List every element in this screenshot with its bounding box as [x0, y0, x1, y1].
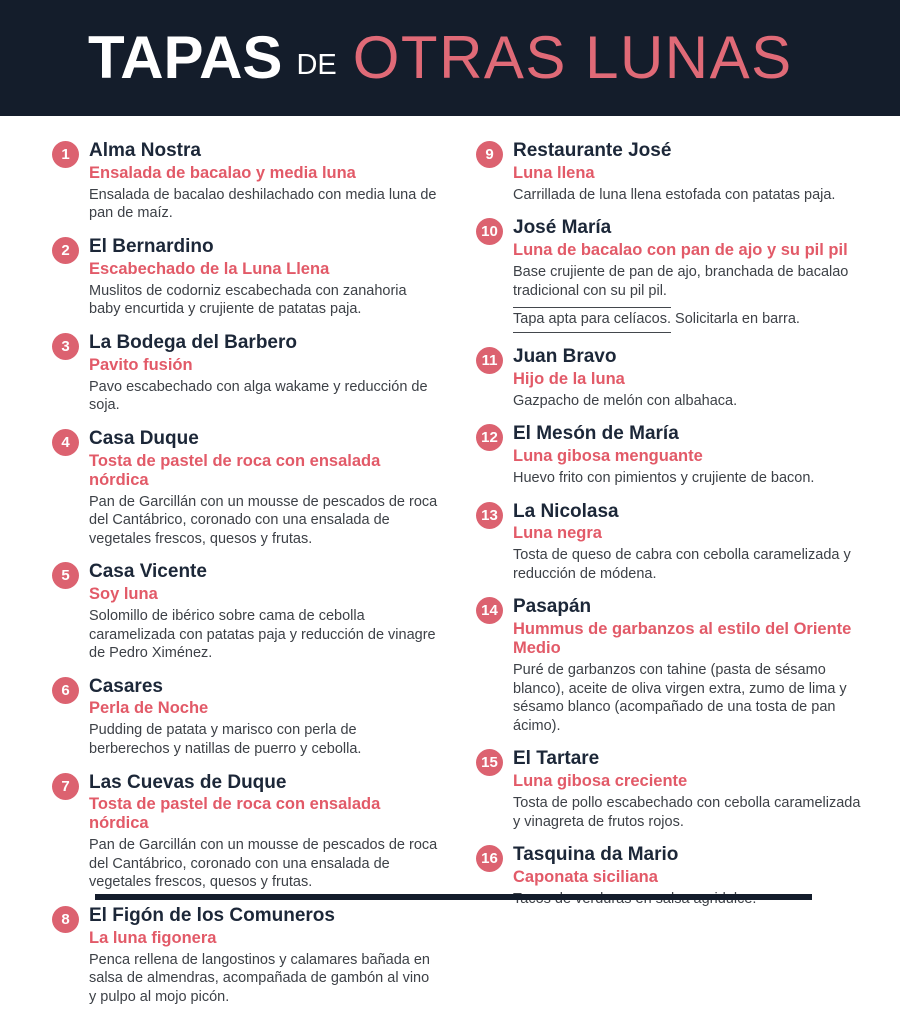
- entry-body: [89, 332, 438, 415]
- menu-entry: [52, 561, 438, 662]
- entry-number-badge: 10: [476, 218, 503, 245]
- entry-body: [89, 236, 438, 319]
- tapa-description: Base crujiente de pan de ajo, branchada de bacalao tradicional con su pil pil.: [513, 264, 849, 299]
- restaurant-name: El Tartare: [513, 748, 600, 770]
- entry-body: [513, 423, 814, 487]
- tapa-name: Ensalada de bacalao y media luna: [89, 163, 356, 182]
- entry-number-badge: 14: [476, 597, 503, 624]
- menu-entry: [52, 428, 438, 548]
- tapa-description: Ensalada de bacalao deshilachado con media luna de pan de maíz.: [89, 186, 437, 222]
- restaurant-name: La Bodega del Barbero: [89, 331, 297, 353]
- entry-number-badge: 12: [476, 424, 503, 451]
- entry-number-badge: 15: [476, 749, 503, 776]
- menu-entry: [476, 748, 862, 831]
- tapa-name: Tosta de pastel de roca con ensalada nórdica: [89, 795, 381, 833]
- tapa-name: Luna negra: [513, 524, 602, 543]
- header: [0, 0, 900, 116]
- menu-entry: [476, 346, 862, 410]
- celiac-note: [513, 307, 862, 333]
- tapa-name: Escabechado de la Luna Llena: [89, 259, 330, 278]
- entry-body: [89, 772, 438, 892]
- menu-entry: [52, 905, 438, 1006]
- menu-column-left: [52, 140, 438, 1019]
- menu-entry: [52, 236, 438, 319]
- menu-entry: [476, 501, 862, 584]
- tapa-description: Pan de Garcillán con un mousse de pescados de roca del Cantábrico, coronado con una ensalada de vegetales frescos, quesos y frutas.: [89, 837, 438, 891]
- tapa-name: Pavito fusión: [89, 355, 193, 374]
- entry-body: [89, 561, 438, 662]
- tapa-name: Luna gibosa menguante: [513, 447, 703, 466]
- tapa-name: Tosta de pastel de roca con ensalada nórdica: [89, 451, 381, 489]
- entry-number-badge: 13: [476, 502, 503, 529]
- tapa-description: Huevo frito con pimientos y crujiente de bacon.: [513, 469, 815, 486]
- entry-number-badge: 8: [52, 906, 79, 933]
- restaurant-name: El Bernardino: [89, 235, 214, 257]
- tapa-name: Soy luna: [89, 584, 158, 603]
- restaurant-name: Alma Nostra: [89, 140, 201, 161]
- menu-entry: [52, 140, 438, 223]
- entry-number-badge: 1: [52, 141, 79, 168]
- entry-body: [89, 676, 438, 759]
- tapa-name: Hummus de garbanzos al estilo del Oriente Medio: [513, 620, 852, 658]
- restaurant-name: Casa Duque: [89, 427, 199, 449]
- menu-column-right: [476, 140, 862, 1019]
- footer-bar: [95, 894, 812, 900]
- restaurant-name: El Figón de los Comuneros: [89, 904, 335, 926]
- tapa-description: Solomillo de ibérico sobre cama de cebolla caramelizada con patatas paja y reducción de vinagre de Pedro Ximénez.: [89, 607, 436, 662]
- tapa-name: Perla de Noche: [89, 699, 209, 718]
- tapa-description: Carrillada de luna llena estofada con patatas paja.: [513, 186, 836, 203]
- tapa-name: Hijo de la luna: [513, 369, 625, 388]
- restaurant-name: Las Cuevas de Duque: [89, 771, 287, 793]
- tapa-description: Pan de Garcillán con un mousse de pescados de roca del Cantábrico, coronado con una ensalada de vegetales frescos, quesos y frutas.: [89, 493, 438, 547]
- tapa-description: Tosta de pollo escabechado con cebolla caramelizada y vinagreta de frutos rojos.: [513, 795, 861, 830]
- entry-number-badge: 16: [476, 845, 503, 872]
- restaurant-name: Casares: [89, 675, 163, 697]
- entry-body: [513, 217, 862, 332]
- tapa-name: Luna de bacalao con pan de ajo y su pil pil: [513, 241, 848, 260]
- entry-number-badge: 2: [52, 237, 79, 264]
- tapa-name: La luna figonera: [89, 928, 217, 947]
- title-de: DE: [296, 48, 337, 81]
- entry-body: [89, 905, 438, 1006]
- entry-body: [89, 428, 438, 548]
- tapa-description: Gazpacho de melón con albahaca.: [513, 392, 738, 409]
- entry-body: [89, 140, 438, 223]
- entry-number-badge: 5: [52, 562, 79, 589]
- title-otras-lunas: OTRAS LUNAS: [352, 24, 793, 91]
- entry-number-badge: 3: [52, 333, 79, 360]
- menu-columns: [0, 116, 900, 1019]
- restaurant-name: José María: [513, 217, 612, 239]
- restaurant-name: El Mesón de María: [513, 423, 679, 445]
- menu-entry: [52, 772, 438, 892]
- entry-body: [513, 596, 862, 735]
- entry-body: [513, 501, 862, 584]
- restaurant-name: Juan Bravo: [513, 345, 617, 367]
- tapa-description: Pudding de patata y marisco con perla de berberechos y natillas de puerro y cebolla.: [89, 722, 362, 757]
- entry-number-badge: 7: [52, 773, 79, 800]
- celiac-note-rest: Solicitarla en barra.: [671, 311, 800, 328]
- tapa-description: Pavo escabechado con alga wakame y reducción de soja.: [89, 378, 428, 414]
- tapa-description: Tosta de queso de cabra con cebolla caramelizada y reducción de módena.: [513, 547, 851, 582]
- menu-entry: [52, 332, 438, 415]
- entry-body: [513, 748, 862, 831]
- tapa-description: Puré de garbanzos con tahine (pasta de sésamo blanco), aceite de oliva virgen extra, zumo de lima y sésamo blanco (acompañado de una tosta de pan ácimo).: [513, 662, 847, 734]
- entry-number-badge: 6: [52, 677, 79, 704]
- restaurant-name: Casa Vicente: [89, 561, 207, 583]
- entry-body: [513, 346, 737, 410]
- tapa-name: Luna gibosa creciente: [513, 772, 688, 791]
- restaurant-name: Restaurante José: [513, 140, 672, 161]
- menu-entry: [476, 140, 862, 204]
- restaurant-name: Pasapán: [513, 596, 592, 618]
- menu-entry: [52, 676, 438, 759]
- entry-number-badge: 11: [476, 347, 503, 374]
- entry-number-badge: 4: [52, 429, 79, 456]
- entry-body: [513, 140, 835, 204]
- tapa-name: Luna llena: [513, 163, 595, 182]
- celiac-note-boxed: Tapa apta para celíacos.: [513, 307, 671, 333]
- tapa-name: Caponata siciliana: [513, 868, 658, 887]
- menu-entry: [476, 596, 862, 735]
- menu-entry: [476, 423, 862, 487]
- restaurant-name: La Nicolasa: [513, 500, 619, 522]
- entry-number-badge: 9: [476, 141, 503, 168]
- menu-entry: [476, 217, 862, 332]
- tapa-description: Penca rellena de langostinos y calamares bañada en salsa de almendras, acompañada de gambón al vino y pulpo al mojo picón.: [89, 951, 430, 1005]
- tapa-description: Muslitos de codorniz escabechada con zanahoria baby encurtida y crujiente de patatas paja.: [89, 282, 407, 318]
- title-tapas: TAPAS: [88, 24, 283, 91]
- restaurant-name: Tasquina da Mario: [513, 844, 679, 866]
